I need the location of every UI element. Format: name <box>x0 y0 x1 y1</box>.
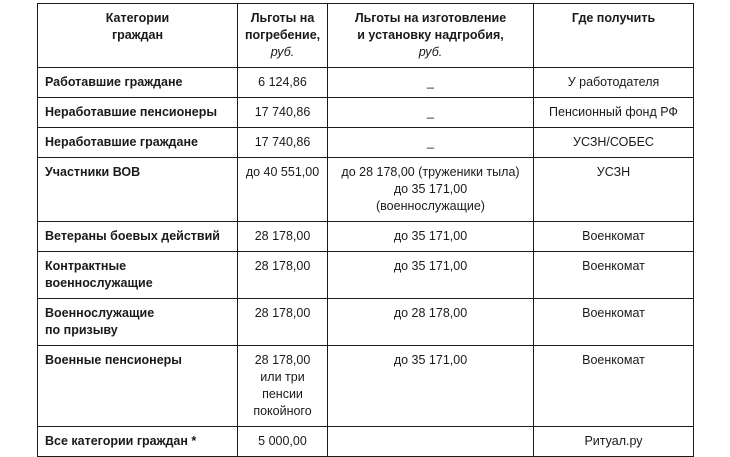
burial-text: до 40 551,00 <box>245 165 320 179</box>
where-text: УСЗН/СОБЕС <box>573 135 654 149</box>
category-cell <box>38 252 238 299</box>
headstone-text: до 28 178,00 (труженики тыла) <box>341 165 520 179</box>
headstone-cell <box>328 222 534 252</box>
where-cell <box>534 346 694 427</box>
headstone-cell <box>328 427 534 457</box>
category-text: Неработавшие пенсионеры <box>45 105 218 119</box>
category-text: Военнослужащие <box>45 306 155 320</box>
header-unit: руб. <box>418 45 443 59</box>
category-text: военнослужащие <box>45 276 153 290</box>
burial-text: 17 740,86 <box>254 135 311 149</box>
where-cell <box>534 98 694 128</box>
burial-cell <box>238 252 328 299</box>
headstone-text: _ <box>427 135 434 149</box>
where-cell <box>534 128 694 158</box>
table-row <box>38 299 694 346</box>
header-text: погребение, <box>245 28 321 42</box>
category-text: Контрактные <box>45 259 127 273</box>
category-text: Все категории граждан * <box>45 434 197 448</box>
table-header-row <box>38 4 694 68</box>
burial-cell <box>238 222 328 252</box>
category-text: Работавшие граждане <box>45 75 183 89</box>
headstone-text: до 35 171,00 <box>393 182 468 196</box>
burial-text: или три <box>260 370 305 384</box>
headstone-text: до 35 171,00 <box>393 353 468 367</box>
headstone-cell <box>328 346 534 427</box>
header-headstone-benefit <box>328 4 534 68</box>
where-text: Военкомат <box>582 259 645 273</box>
category-cell <box>38 299 238 346</box>
where-text: Военкомат <box>582 306 645 320</box>
header-unit: руб. <box>270 45 295 59</box>
header-text: Льготы на изготовление <box>354 11 507 25</box>
burial-text: 28 178,00 <box>254 229 311 243</box>
burial-text: 17 740,86 <box>254 105 311 119</box>
headstone-cell <box>328 252 534 299</box>
category-text: Участники ВОВ <box>45 165 141 179</box>
table-row <box>38 98 694 128</box>
table-row <box>38 128 694 158</box>
category-cell <box>38 68 238 98</box>
table-row <box>38 158 694 222</box>
header-text: граждан <box>111 28 164 42</box>
headstone-cell <box>328 128 534 158</box>
header-text: и установку надгробия, <box>357 28 504 42</box>
where-text: Военкомат <box>582 353 645 367</box>
header-categories <box>38 4 238 68</box>
burial-cell <box>238 158 328 222</box>
headstone-text: до 28 178,00 <box>393 306 468 320</box>
where-cell <box>534 222 694 252</box>
headstone-text: до 35 171,00 <box>393 259 468 273</box>
category-cell <box>38 98 238 128</box>
table-row <box>38 222 694 252</box>
table-row <box>38 427 694 457</box>
headstone-text: до 35 171,00 <box>393 229 468 243</box>
headstone-cell <box>328 68 534 98</box>
where-text: У работодателя <box>567 75 660 89</box>
where-cell <box>534 158 694 222</box>
category-cell <box>38 128 238 158</box>
headstone-cell <box>328 299 534 346</box>
headstone-cell <box>328 158 534 222</box>
burial-text: пенсии <box>262 387 303 401</box>
where-cell <box>534 299 694 346</box>
headstone-text: (военнослужащие) <box>376 199 485 213</box>
table-row <box>38 252 694 299</box>
category-cell <box>38 427 238 457</box>
burial-cell <box>238 128 328 158</box>
where-cell <box>534 252 694 299</box>
category-cell <box>38 222 238 252</box>
table-row <box>38 346 694 427</box>
headstone-text: _ <box>427 105 434 119</box>
headstone-cell <box>328 98 534 128</box>
benefits-table <box>37 3 694 457</box>
category-text: Ветераны боевых действий <box>45 229 220 243</box>
header-text: Где получить <box>571 11 656 25</box>
category-text: Военные пенсионеры <box>45 353 182 367</box>
burial-cell <box>238 299 328 346</box>
where-text: Ритуал.ру <box>584 434 643 448</box>
where-text: Пенсионный фонд РФ <box>549 105 678 119</box>
burial-text: 28 178,00 <box>254 259 311 273</box>
burial-cell <box>238 427 328 457</box>
category-cell <box>38 346 238 427</box>
where-cell <box>534 68 694 98</box>
burial-text: 28 178,00 <box>254 353 311 367</box>
table-row <box>38 68 694 98</box>
burial-text: покойного <box>253 404 312 418</box>
header-text: Категории <box>105 11 170 25</box>
where-text: Военкомат <box>582 229 645 243</box>
where-text: УСЗН <box>596 165 631 179</box>
category-text: Неработавшие граждане <box>45 135 198 149</box>
header-where-to-get <box>534 4 694 68</box>
burial-text: 6 124,86 <box>258 75 307 89</box>
header-burial-benefit <box>238 4 328 68</box>
burial-cell <box>238 346 328 427</box>
burial-cell <box>238 68 328 98</box>
category-text: по призыву <box>45 323 118 337</box>
burial-text: 28 178,00 <box>254 306 311 320</box>
burial-cell <box>238 98 328 128</box>
category-cell <box>38 158 238 222</box>
burial-text: 5 000,00 <box>258 434 307 448</box>
headstone-text: _ <box>427 75 434 89</box>
where-cell <box>534 427 694 457</box>
header-text: Льготы на <box>250 11 315 25</box>
